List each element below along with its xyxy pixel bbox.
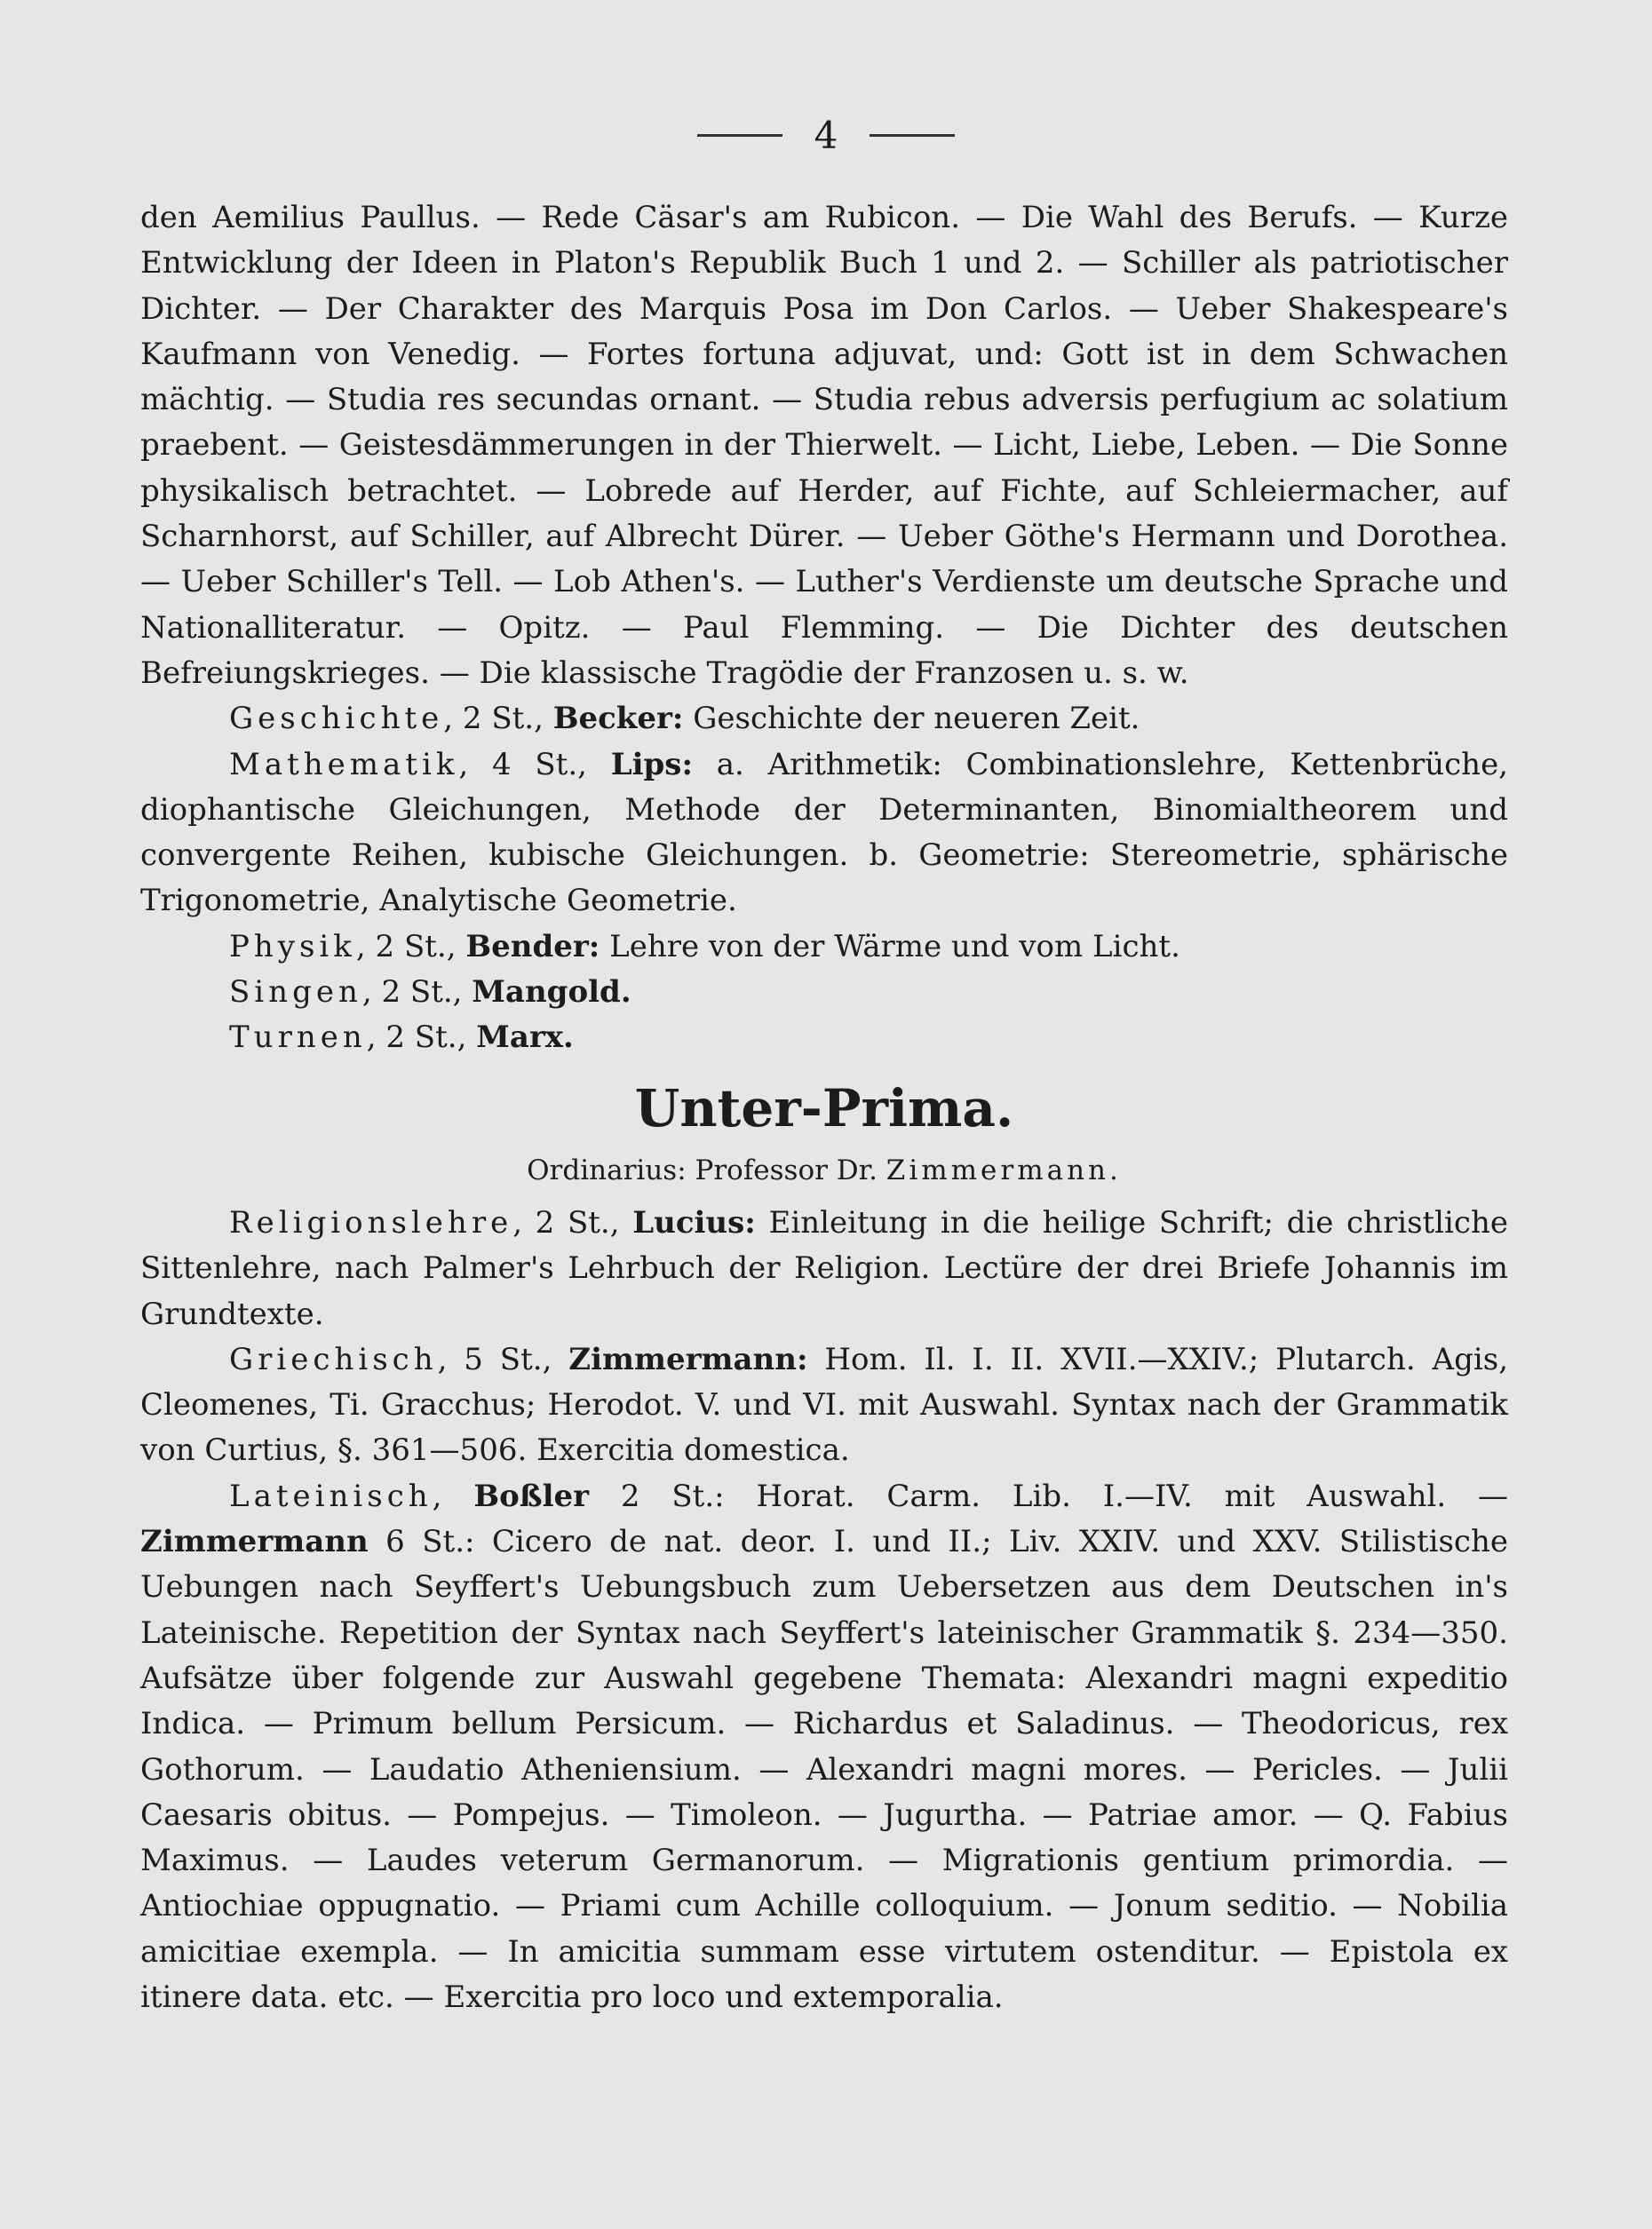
singen-entry — [140, 970, 1508, 1015]
teacher-name-2: Zimmermann — [140, 1524, 369, 1560]
ordinarius-line — [140, 1148, 1508, 1194]
hours: , 5 St., — [437, 1341, 569, 1377]
teacher-name: Mangold. — [472, 974, 631, 1011]
entry-text-2: 6 St.: Cicero de nat. deor. I. und II.; Liv. XXIV. und XXV. Stilistische Uebungen nach Seyffert's Uebungsbuch zum Uebersetzen aus dem Deutschen in's Lateinische. Repetition der Syntax nach Seyffert's lateinischer Grammatik §. 234—350. Aufsätze über folgende zur Auswahl gegebene Themata: Alexandri magni expeditio Indica. — Primum bellum Persicum. — Richardus et Saladinus. — Theodoricus, rex Gothorum. — Laudatio Atheniensium. — Alexandri magni mores. — Pericles. — Julii Caesaris obitus. — Pompejus. — Timoleon. — Jugurtha. — Patriae amor. — Q. Fabius Maximus. — Laudes veterum Germanorum. — Migrationis gentium primordia. — Antiochiae oppugnatio. — Priami cum Achille colloquium. — Jonum seditio. — Nobilia amicitiae exempla. — In amicitia summam esse virtutem ostenditur. — Epistola ex itinere data. etc. — Exercitia pro loco und extemporalia. — [140, 1524, 1508, 2015]
page-content — [140, 195, 1508, 2020]
page-number-rule-right — [870, 134, 955, 137]
teacher-name: Bender: — [465, 928, 600, 964]
subject-label: Geschichte — [229, 701, 444, 737]
teacher-name: Zimmermann: — [568, 1341, 808, 1377]
hours: , 2 St., — [512, 1204, 633, 1241]
hours: , 2 St., — [355, 928, 466, 964]
page-number — [0, 114, 1652, 157]
religion-entry — [140, 1201, 1508, 1337]
entry-text: Lehre von der Wärme und vom Licht. — [600, 928, 1180, 964]
subject-label: Turnen — [229, 1019, 367, 1056]
mathematik-entry — [140, 742, 1508, 924]
geschichte-entry — [140, 696, 1508, 742]
entry-text: a. Arithmetik: Combinationslehre, Kettenbrüche, diophantische Gleichungen, Methode der Determinanten, Binomialtheorem und convergente Reihen, kubische Gleichungen. b. Geometrie: Stereometrie, sphärische Trigonometrie, Analytische Geometrie. — [140, 746, 1508, 919]
subject-label: Griechisch — [229, 1341, 438, 1377]
page-number-text: 4 — [814, 114, 838, 157]
teacher-name: Becker: — [552, 701, 684, 737]
essay-topics-paragraph: den Aemilius Paullus. — Rede Cäsar's am Rubicon. — Die Wahl des Berufs. — Kurze Entwicklung der Ideen in Platon's Republik Buch 1 und 2. — Schiller als patriotischer Dichter. — Der Charakter des Marquis Posa im Don Carlos. — Ueber Shakespeare's Kaufmann von Venedig. — Fortes fortuna adjuvat, und: Gott ist in dem Schwachen mächtig. — Studia res secundas ornant. — Studia rebus adversis perfugium ac solatium praebent. — Geistesdämmerungen in der Thierwelt. — Licht, Liebe, Leben. — Die Sonne physikalisch betrachtet. — Lobrede auf Herder, auf Fichte, auf Schleiermacher, auf Scharnhorst, auf Schiller, auf Albrecht Dürer. — Ueber Göthe's Hermann und Dorothea. — Ueber Schiller's Tell. — Lob Athen's. — Luther's Verdienste um deutsche Sprache und Nationalliteratur. — Opitz. — Paul Flemming. — Die Dichter des deutschen Befreiungskrieges. — Die klassische Tragödie der Franzosen u. s. w. — [140, 200, 1508, 691]
ordinarius-label: Ordinarius: Professor Dr. — [527, 1154, 886, 1186]
subject-label: Lateinisch — [229, 1478, 433, 1514]
entry-text: Einleitung in die heilige Schrift; die christliche Sittenlehre, nach Palmer's Lehrbuch der Religion. Lectüre der drei Briefe Johannis im Grundtexte. — [140, 1204, 1508, 1332]
griechisch-entry — [140, 1337, 1508, 1474]
hours: , 2 St., — [361, 974, 473, 1011]
subject-label: Singen — [229, 974, 362, 1011]
teacher-name: Lucius: — [632, 1204, 756, 1241]
teacher-name: Lips: — [610, 746, 693, 782]
entry-text: Hom. Il. I. II. XVII.—XXIV.; Plutarch. Agis, Cleomenes, Ti. Gracchus; Herodot. V. und VI. mit Auswahl. Syntax nach der Grammatik von Curtius, §. 361—506. Exercitia domestica. — [140, 1341, 1509, 1469]
teacher-name: Marx. — [476, 1019, 574, 1056]
subject-label: Physik — [229, 928, 356, 964]
page-number-rule-left — [697, 134, 782, 137]
physik-entry — [140, 924, 1508, 970]
subject-label: Religionslehre — [229, 1204, 513, 1241]
section-heading: Unter-Prima. — [634, 1077, 1014, 1138]
turnen-entry — [140, 1015, 1508, 1060]
teacher-name: Boßler — [473, 1478, 590, 1514]
ordinarius-name: Zimmermann. — [886, 1154, 1122, 1186]
lateinisch-entry — [140, 1474, 1508, 2021]
hours: , — [432, 1478, 474, 1514]
entry-text: Geschichte der neueren Zeit. — [683, 701, 1140, 737]
hours: , 2 St., — [443, 701, 553, 737]
hours: , 4 St., — [458, 746, 611, 782]
entry-text: 2 St.: Horat. Carm. Lib. I.—IV. mit Auswahl. — — [589, 1478, 1509, 1514]
subject-label: Mathematik — [229, 746, 459, 782]
hours: , 2 St., — [366, 1019, 477, 1056]
